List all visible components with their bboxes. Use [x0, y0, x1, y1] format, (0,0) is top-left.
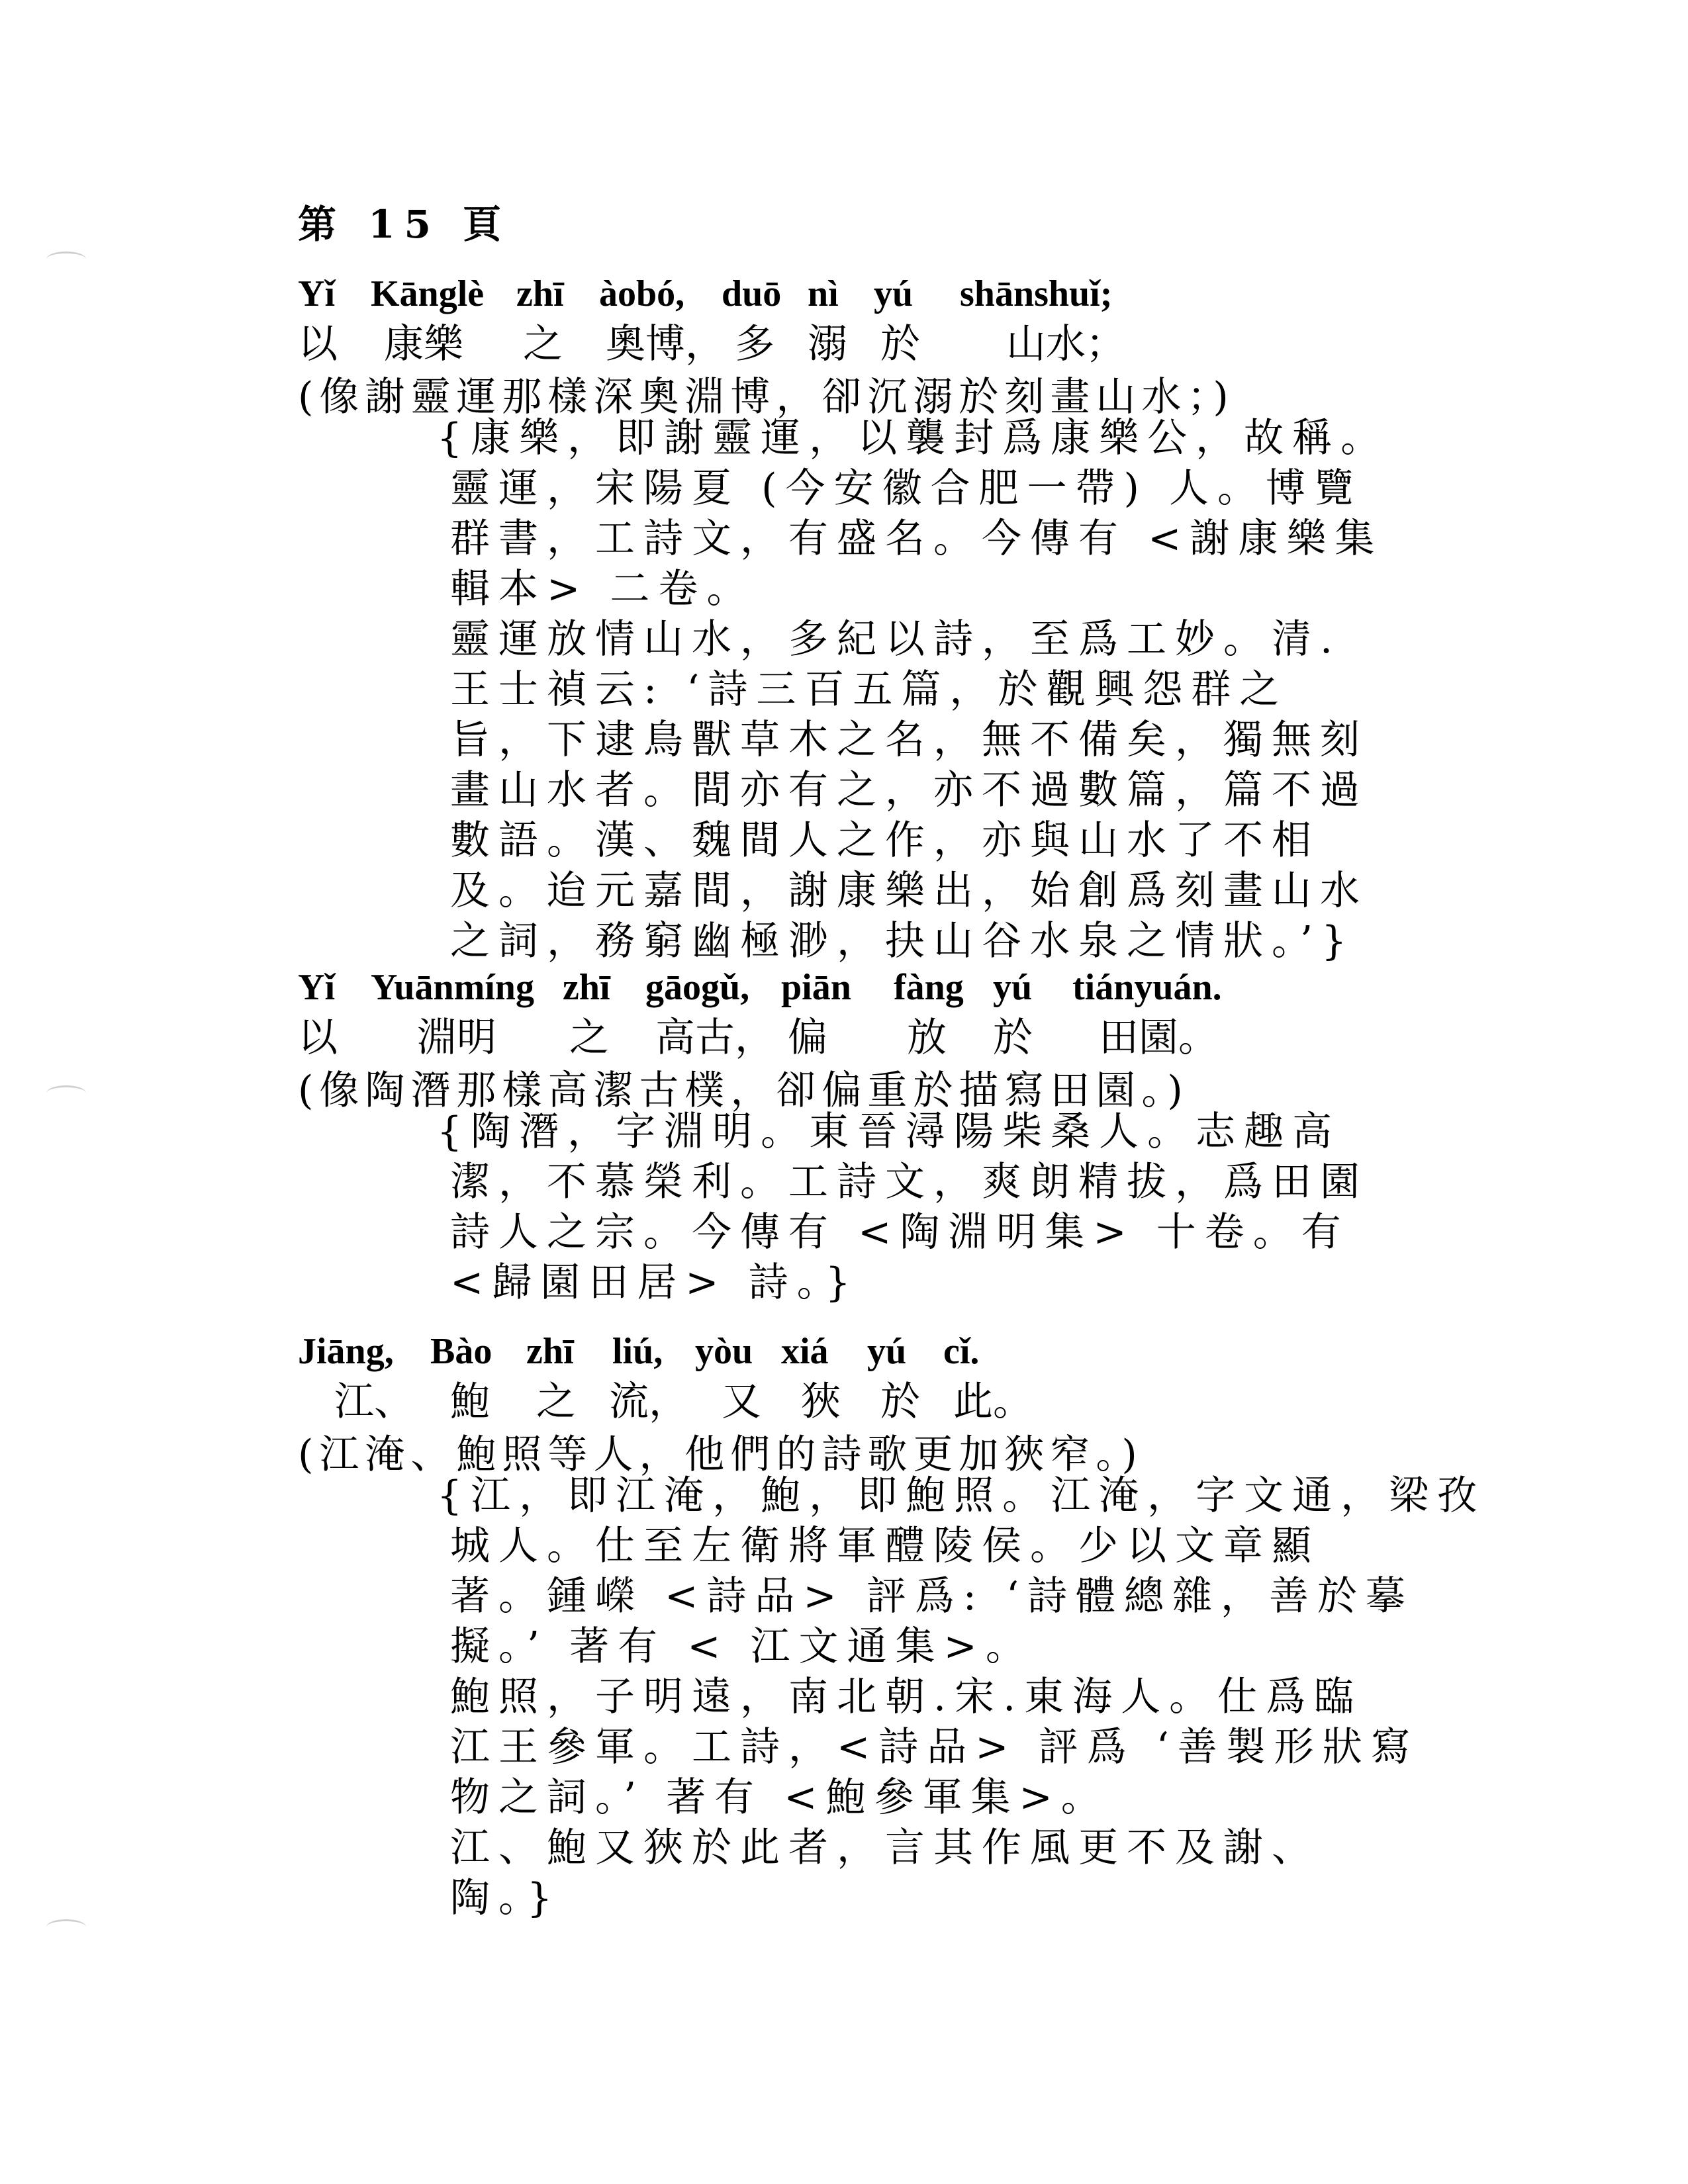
pinyin-word: piān — [781, 967, 851, 1008]
annotation-line: 靈運放情山水，多紀以詩，至爲工妙。清. — [450, 616, 1342, 662]
annotation-line: 江、鮑又狹於此者，言其作風更不及謝、 — [450, 1825, 1320, 1871]
chinese-word: 山水； — [1006, 321, 1125, 367]
pinyin-word: cǐ. — [943, 1331, 980, 1372]
pinyin-word: fàng — [894, 967, 964, 1008]
annotation-line: 江王參軍。工詩，<詩品> 評爲 ‘善製形狀寫 — [450, 1724, 1419, 1770]
annotation-line: 擬。’ 著有 < 江文通集>。 — [450, 1623, 1034, 1670]
chinese-word: 以 — [298, 321, 338, 367]
punch-hole-mark — [46, 1919, 86, 1934]
translation-line: (江淹、鮑照等人，他們的詩歌更加狹窄。) — [298, 1432, 1143, 1478]
chinese-word: 淵明 — [417, 1015, 496, 1061]
pinyin-word: yòu — [695, 1331, 753, 1372]
pinyin-word: yú — [874, 273, 914, 314]
chinese-word: 之 — [523, 321, 563, 367]
annotation-line: 靈運，宋陽夏 (今安徽合肥一帶) 人。博覽 — [450, 465, 1362, 512]
annotation-line: 王士禎云: ‘詩三百五篇，於觀興怨群之 — [450, 666, 1288, 713]
annotation-line: {康樂，即謝靈運，以襲封爲康樂公，故稱。 — [437, 415, 1389, 461]
annotation-line: <歸園田居> 詩。} — [450, 1259, 859, 1306]
annotation-line: 群書，工詩文，有盛名。今傳有 <謝康樂集 — [450, 516, 1383, 562]
chinese-word: 之 — [569, 1015, 609, 1061]
pinyin-word: Kānglè — [371, 273, 485, 314]
chinese-word: 康樂 — [384, 321, 463, 367]
annotation-line: 詩人之宗。今傳有 <陶淵明集> 十卷。有 — [450, 1209, 1350, 1255]
pinyin-word: Yǐ — [298, 273, 335, 314]
chinese-word: 於 — [880, 321, 920, 367]
pinyin-word: yú — [867, 1331, 907, 1372]
pinyin-word: nì — [808, 273, 839, 314]
pinyin-word: àobó, — [599, 273, 685, 314]
annotation-line: 鮑照，子明遠，南北朝.宋.東海人。仕爲臨 — [450, 1674, 1363, 1720]
chinese-word: 多 — [735, 321, 774, 367]
chinese-word: 此。 — [953, 1379, 1033, 1425]
punch-hole-mark — [46, 1085, 86, 1101]
chinese-word: 流， — [609, 1379, 688, 1425]
pinyin-word: Bào — [430, 1331, 492, 1372]
chinese-word: 放 — [907, 1015, 947, 1061]
annotation-line: {陶潛，字淵明。東晉潯陽柴桑人。志趣高 — [437, 1109, 1341, 1155]
punch-hole-mark — [46, 251, 86, 267]
pinyin-word: Jiāng, — [298, 1331, 394, 1372]
chinese-word: 以 — [298, 1015, 338, 1061]
chinese-word: 又 — [722, 1379, 761, 1425]
pinyin-word: Yǐ — [298, 967, 335, 1008]
annotation-line: 著。鍾嶸 <詩品> 評爲: ‘詩體總雜，善於摹 — [450, 1573, 1415, 1619]
chinese-word: 鮑 — [450, 1379, 490, 1425]
translation-line: (像謝靈運那樣深奧淵博，卻沉溺於刻畫山水；) — [298, 374, 1235, 420]
pinyin-word: shānshuǐ; — [960, 273, 1113, 314]
annotation-block — [437, 1107, 1368, 1308]
annotation-line: 陶。} — [450, 1875, 561, 1921]
annotation-block — [437, 1471, 1486, 1923]
annotation-line: 畫山水者。間亦有之，亦不過數篇，篇不過 — [450, 767, 1368, 813]
pinyin-word: liú, — [612, 1331, 663, 1372]
annotation-line: 輯本> 二卷。 — [450, 566, 755, 612]
pinyin-word: zhī — [526, 1331, 574, 1372]
chinese-word: 偏 — [788, 1015, 827, 1061]
chinese-word: 田園。 — [1099, 1015, 1218, 1061]
pinyin-word: gāogǔ, — [645, 967, 750, 1008]
pinyin-word: duō — [722, 273, 782, 314]
annotation-line: 旨，下逮鳥獸草木之名，無不備矣，獨無刻 — [450, 717, 1368, 763]
pinyin-word: zhī — [563, 967, 610, 1008]
page-title: 第 15 頁 — [298, 202, 511, 247]
chinese-word: 溺 — [808, 321, 847, 367]
chinese-word: 於 — [880, 1379, 920, 1425]
pinyin-word: zhī — [516, 273, 564, 314]
annotation-line: 城人。仕至左衛將軍醴陵侯。少以文章顯 — [450, 1523, 1320, 1569]
pinyin-word: Yuānmíng — [371, 967, 534, 1008]
chinese-word: 之 — [536, 1379, 576, 1425]
pinyin-word: yú — [993, 967, 1033, 1008]
annotation-line: 之詞，務窮幽極渺，抉山谷水泉之情狀。’} — [450, 918, 1356, 964]
annotation-line: 及。迨元嘉間，謝康樂出，始創爲刻畫山水 — [450, 868, 1368, 914]
annotation-line: 數語。漢、魏間人之作，亦與山水了不相 — [450, 817, 1320, 864]
annotation-line: 物之詞。’ 著有 <鮑參軍集>。 — [450, 1774, 1109, 1821]
annotation-block — [437, 413, 1389, 966]
chinese-word: 奧博， — [606, 321, 725, 367]
annotation-line: {江，即江淹，鮑，即鮑照。江淹，字文通，梁孜 — [437, 1473, 1486, 1519]
chinese-word: 狹 — [801, 1379, 841, 1425]
chinese-word: 於 — [993, 1015, 1033, 1061]
translation-line: (像陶潛那樣高潔古樸，卻偏重於描寫田園。) — [298, 1068, 1189, 1114]
pinyin-word: tiányuán. — [1072, 967, 1222, 1008]
pinyin-word: xiá — [781, 1331, 829, 1372]
chinese-word: 江、 — [334, 1379, 414, 1425]
annotation-line: 潔，不慕榮利。工詩文，爽朗精拔，爲田園 — [450, 1159, 1368, 1205]
chinese-word: 高古， — [655, 1015, 774, 1061]
